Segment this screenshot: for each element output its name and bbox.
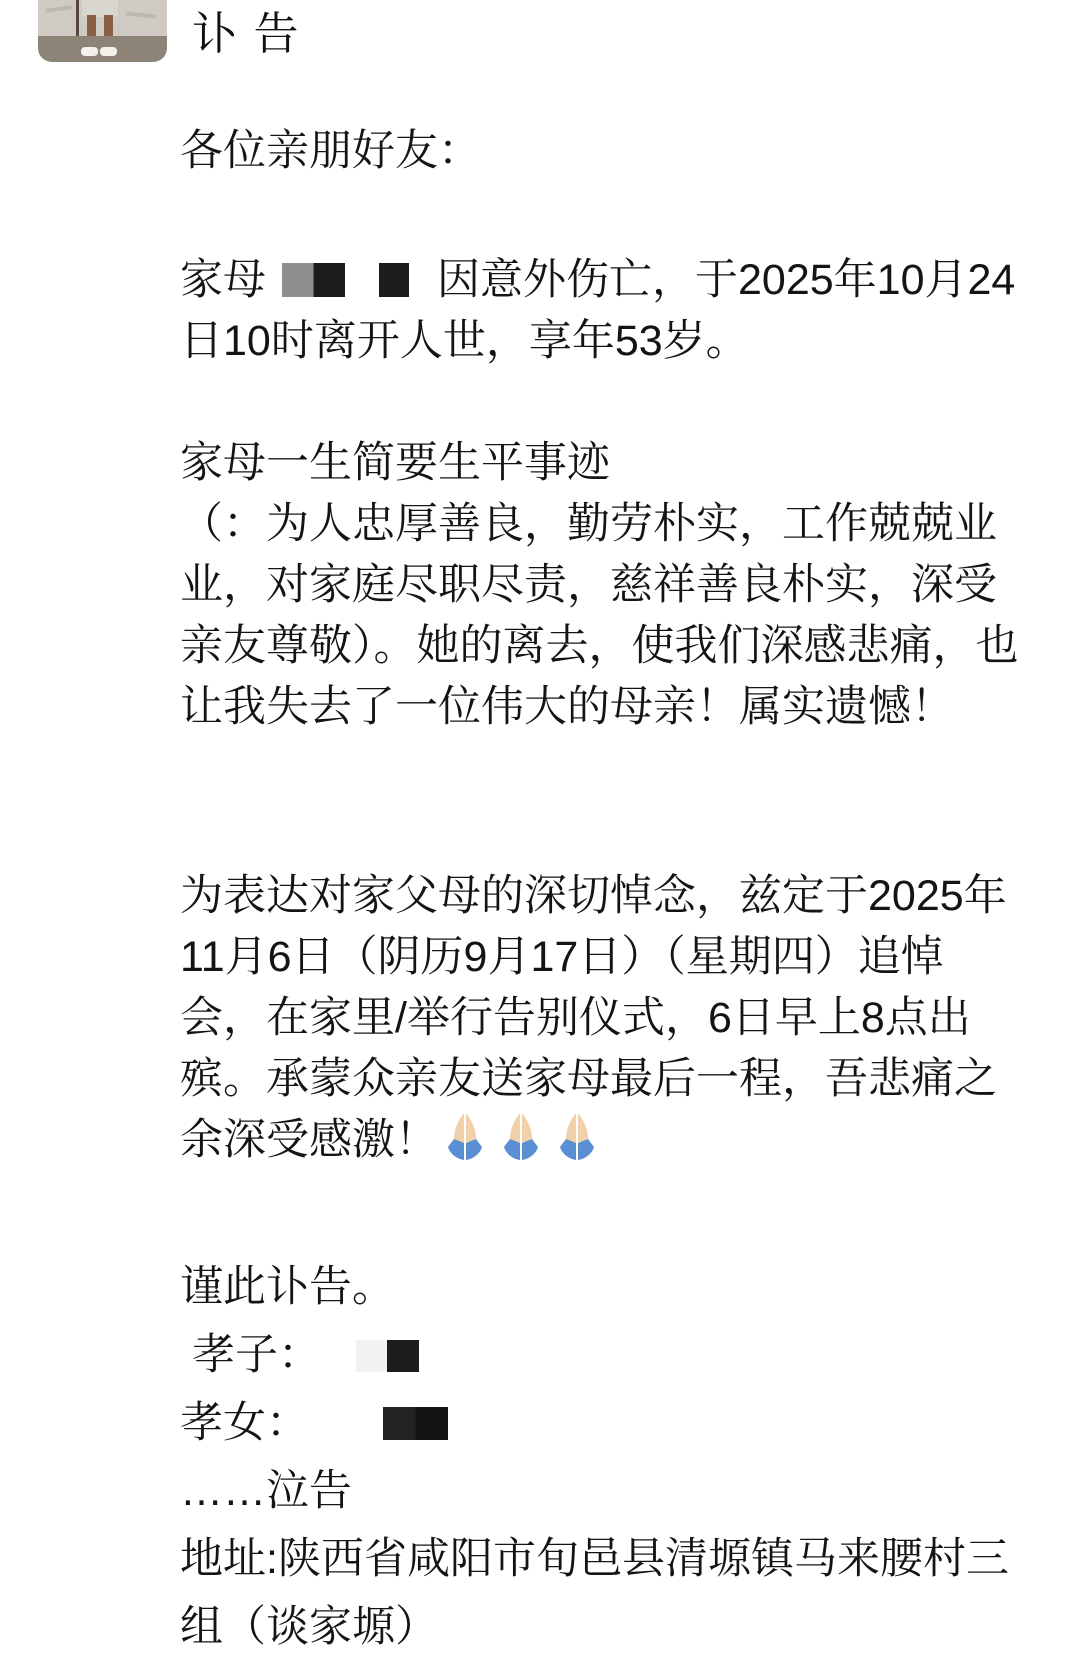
paragraph-death-notice [180, 250, 1020, 372]
redacted-name-block [379, 263, 409, 297]
paragraph-filial-daughter [180, 1389, 1020, 1457]
redacted-name-block [282, 263, 345, 297]
text-segment: 谨此讣告。 [180, 1263, 395, 1311]
text-segment: 家母 [180, 256, 266, 304]
folded-hands-emoji [494, 1110, 548, 1164]
text-segment: 各位亲朋好友： [180, 127, 481, 175]
text-segment: ……泣告 [180, 1467, 352, 1515]
sender-avatar[interactable] [38, 0, 167, 62]
text-segment: 家母一生简要生平事迹 [180, 439, 610, 487]
text-segment: 孝女： [180, 1399, 309, 1447]
paragraph-funeral-arrangement [180, 866, 1020, 1171]
redacted-name-block [387, 1340, 419, 1372]
redacted-name-block [356, 1340, 387, 1372]
paragraph-filial-son [180, 1321, 1020, 1389]
text-segment: 因意外伤亡，于2025年10月24日10时离开人世，享年53岁。 [180, 256, 1016, 365]
paragraph-address [180, 1525, 1020, 1661]
paragraph-greeting [180, 121, 1020, 182]
folded-hands-emoji [438, 1110, 492, 1164]
text-segment: 孝子： [180, 1331, 321, 1379]
paragraph-weeping-notice [180, 1457, 1020, 1525]
paragraph-closing [180, 1253, 1020, 1321]
obituary-title: 讣 告 [192, 8, 301, 59]
paragraph-biography [180, 433, 1020, 738]
text-segment: 地址:陕西省咸阳市旬邑县清塬镇马来腰村三组（谈家塬） [180, 1535, 1009, 1651]
obituary-message-body [180, 121, 1020, 1661]
avatar-person-shoe [81, 47, 98, 56]
avatar-person-shoe [100, 47, 117, 56]
folded-hands-emoji [550, 1110, 604, 1164]
text-segment: 为表达对家父母的深切悼念，兹定于2025年11月6日（阴历9月17日）（星期四）追悼会，在家里/举行告别仪式，6日早上8点出殡。承蒙众亲友送家母最后一程，吾悲痛之余深受感激！ [180, 872, 1007, 1164]
text-segment: （：为人忠厚善良，勤劳朴实，工作兢兢业业，对家庭尽职尽责，慈祥善良朴实，深受亲友尊敬）。她的离去，使我们深感悲痛，也让我失去了一位伟大的母亲！属实遗憾！ [180, 500, 1019, 731]
redacted-name-block [383, 1407, 448, 1440]
